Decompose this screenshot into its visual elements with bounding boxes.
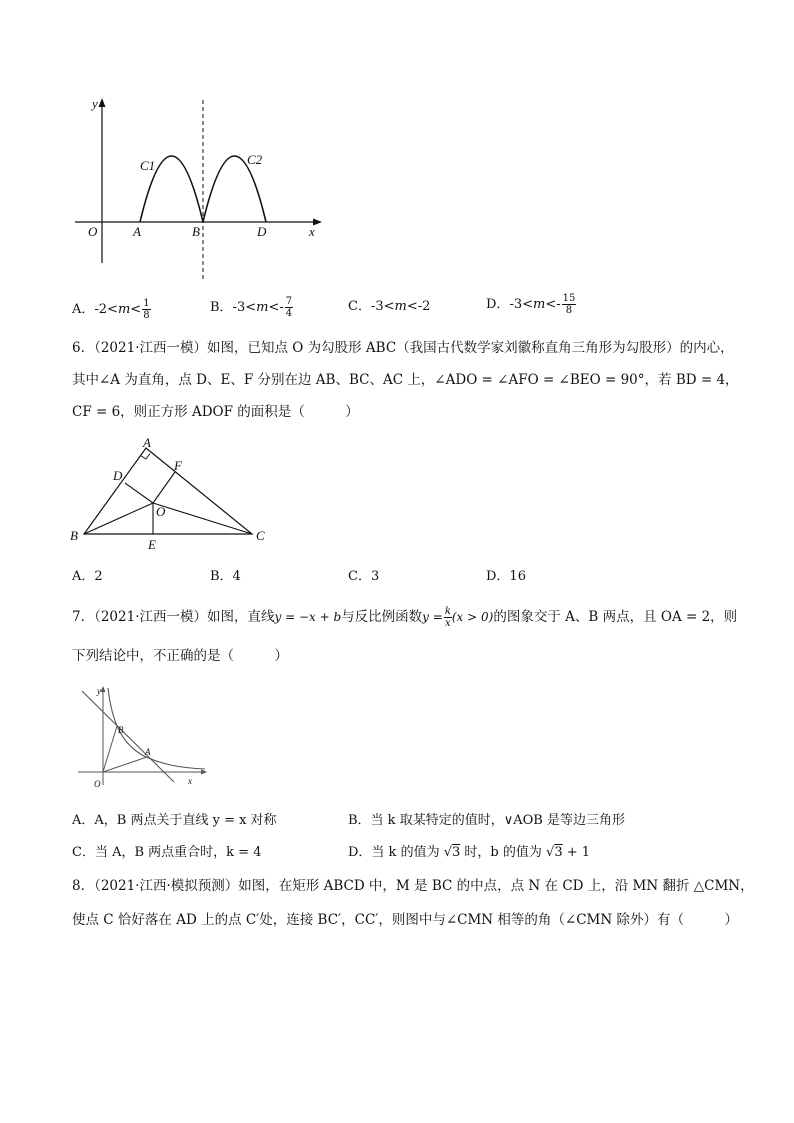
q7-option-c[interactable]: C．当 A，B 两点重合时，k = 4 (72, 845, 262, 860)
label-b: B (70, 528, 78, 543)
label-o: O (94, 779, 101, 789)
segment-ob (103, 726, 117, 772)
y-axis-arrow (99, 98, 106, 107)
line-y-neg-x-plus-b (82, 691, 174, 782)
segment-co (153, 503, 252, 534)
label-e: E (148, 537, 156, 552)
fraction: $\frac{7}{4}$ (285, 296, 293, 319)
label-c1: C1 (140, 158, 156, 173)
q7-option-b[interactable]: B．当 k 取某特定的值时，∨AOB 是等边三角形 (348, 813, 625, 828)
label-d: D (113, 468, 123, 483)
x-axis-arrow (201, 770, 207, 775)
segment-of (153, 472, 175, 503)
q6-figure (64, 436, 274, 556)
label-f: F (174, 458, 182, 473)
q8-line-2: 使点 C 恰好落在 AD 上的点 C′处，连接 BC′，CC′，则图中与∠CMN 相等的角（∠CMN 除外）有（ ） (72, 912, 738, 928)
segment-bo (84, 503, 153, 534)
q6-line-1: 6．（2021·江西一模）如图，已知点 O 为勾股形 ABC（我国古代数学家刘徽称直角三角形为勾股形）的内心， (72, 340, 734, 356)
q6-line-3: CF = 6，则正方形 ADOF 的面积是（ ） (72, 404, 359, 420)
sqrt-icon: √ (443, 845, 452, 860)
q6-option-d[interactable]: D．16 (486, 569, 526, 584)
label-o: O (88, 224, 98, 239)
segment-oa (103, 757, 147, 772)
fraction-k-over-x: $\frac{k}{x}$ (444, 606, 451, 629)
q5-option-b[interactable]: B．-3<m<- $\frac{7}{4}$ (210, 296, 293, 319)
label-x: x (188, 776, 192, 786)
sqrt-icon: √ (546, 845, 555, 860)
q5-figure (70, 95, 330, 285)
q7-option-a[interactable]: A．A，B 两点关于直线 y = x 对称 (72, 813, 277, 828)
q8-line-1: 8．（2021·江西·模拟预测）如图，在矩形 ABCD 中，M 是 BC 的中点，点 N 在 CD 上，沿 MN 翻折 △CMN， (72, 878, 754, 894)
label-b: B (192, 224, 200, 239)
segment-od (125, 483, 153, 503)
q5-option-d[interactable]: D．-3<m<- $\frac{15}{8}$ (486, 293, 576, 316)
q6-option-a[interactable]: A．2 (72, 569, 103, 584)
fraction: $\frac{1}{8}$ (143, 298, 150, 321)
label-y: y (97, 686, 101, 696)
q7-line-1: 7．（2021·江西一模）如图，直线y = −x + b与反比例函数y = $\frac{k}{x}$ (x > 0)的图象交于 A、B 两点，且 OA = 2，则 (72, 606, 738, 629)
q5-option-c[interactable]: C．-3<m<-2 (348, 299, 431, 314)
triangle-abc (84, 448, 252, 534)
label-c2: C2 (247, 152, 263, 167)
q6-line-2: 其中∠A 为直角，点 D、E、F 分别在边 AB、BC、AC 上，∠ADO = ∠AFO = ∠BEO = 90°，若 BD = 4， (72, 372, 739, 388)
label-a: A (133, 224, 141, 239)
label-o: O (156, 504, 166, 519)
label-a: A (145, 747, 151, 757)
q7-figure (72, 683, 212, 793)
q5-option-a[interactable]: A．-2<m< $\frac{1}{8}$ (72, 298, 150, 321)
label-y: y (92, 96, 98, 111)
fraction: $\frac{15}{8}$ (562, 293, 576, 316)
label-d: D (257, 224, 267, 239)
q7-line-2: 下列结论中，不正确的是（ ） (72, 648, 288, 664)
y-axis-arrow (101, 686, 106, 692)
label-a: A (143, 436, 151, 450)
q6-option-b[interactable]: B．4 (210, 569, 241, 584)
label-x: x (309, 224, 315, 239)
q7-option-d[interactable]: D．当 k 的值为 √3 时，b 的值为 √3 + 1 (348, 845, 591, 860)
q6-option-c[interactable]: C．3 (348, 569, 380, 584)
label-b: B (118, 725, 124, 735)
label-c: C (256, 528, 265, 543)
